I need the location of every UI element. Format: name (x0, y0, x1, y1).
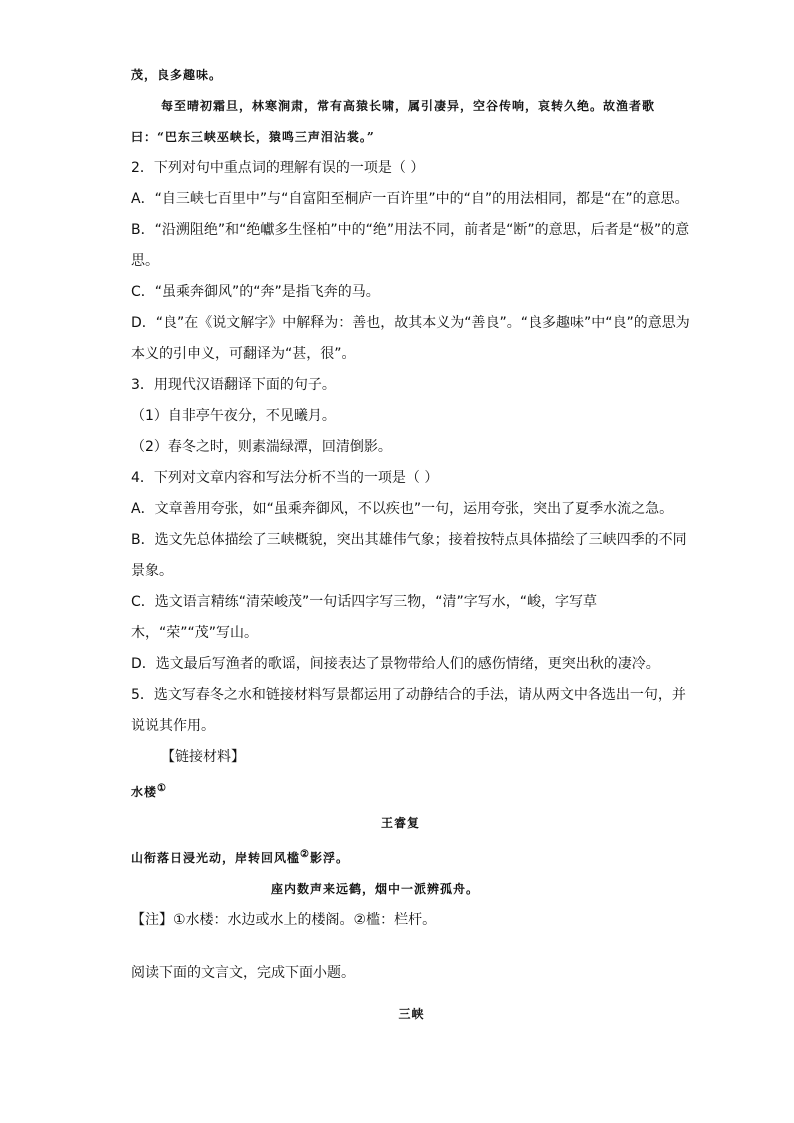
spacer (131, 989, 692, 999)
poem-author: 王睿复 (381, 816, 421, 830)
question-4-option-c: C．选文语言精练“清荣峻茂”一句话四字写三物，“清”字写水，“峻，字写草木，“荣”“茂”写山。 (131, 594, 598, 641)
question-4-option-d: D．选文最后写渔者的歌谣，间接表达了景物带给人们的感伤情绪，更突出秋的凄冷。 (131, 656, 660, 672)
question-2-stem: 2．下列对句中重点词的理解有误的一项是（ ） (131, 160, 425, 176)
poem-title-text: 水楼 (131, 785, 158, 799)
question-2-option-d: D．“良”在《说文解字》中解释为：善也，故其本义为“善良”。“良多趣味”中“良”的意思为本义的引申义，可翻译为“甚，很”。 (131, 315, 690, 362)
poem-line-1-part-a: 山衔落日浸光动，岸转回风槛 (131, 851, 301, 865)
poem-line-2: 座内数声来远鹤，烟中一派辨孤舟。 (271, 882, 480, 896)
poem-line-1-part-b: 影浮。 (309, 851, 349, 865)
question-3-sentence-1: （1）自非亭午夜分，不见曦月。 (131, 408, 336, 424)
link-material-heading: 【链接材料】 (161, 749, 245, 765)
next-passage-title: 三峡 (398, 1007, 425, 1021)
question-5-stem: 5．选文写春冬之水和链接材料写景都运用了动静结合的手法，请从两文中各选出一句，并说说其作用。 (131, 687, 686, 734)
question-2-option-b: B．“沿溯阻绝”和“绝巘多生怪柏”中的“绝”用法不同，前者是“断”的意思，后者是“极”的意思。 (131, 222, 690, 269)
reading-instruction: 阅读下面的文言文，完成下面小题。 (131, 965, 355, 981)
passage-paragraph: 每至晴初霜旦，林寒涧肃，常有高猿长啸，属引凄异，空谷传响，哀转久绝。故渔者歌曰：“巴东三峡巫峡长，猿鸣三声泪沾裳。” (131, 99, 656, 144)
poem-title (131, 773, 692, 808)
question-3-stem: 3．用现代汉语翻译下面的句子。 (131, 377, 336, 393)
poem-note: 【注】①水楼：水边或水上的楼阁。②槛：栏杆。 (131, 912, 437, 928)
question-3-sentence-2: （2）春冬之时，则素湍绿潭，回清倒影。 (131, 439, 392, 455)
question-4-stem: 4．下列对文章内容和写法分析不当的一项是（ ） (131, 470, 439, 486)
poem-title-footnote-mark: ① (157, 783, 167, 794)
question-4-option-a: A．文章善用夸张，如“虽乘奔御风，不以疾也”一句，运用夸张，突出了夏季水流之急。 (131, 501, 674, 517)
question-2-option-a: A．“自三峡七百里中”与“自富阳至桐庐一百许里”中的“自”的用法相同，都是“在”的意思。 (131, 191, 689, 207)
poem-line-1 (131, 839, 692, 874)
question-4-option-b: B．选文先总体描绘了三峡概貌，突出其雄伟气象；接着按特点具体描绘了三峡四季的不同景象。 (131, 532, 687, 579)
question-2-option-c: C．“虽乘奔御风”的“奔”是指飞奔的马。 (131, 284, 380, 300)
spacer (131, 936, 692, 958)
poem-line-1-footnote-mark: ② (300, 849, 310, 860)
passage-line: 茂，良多趣味。 (131, 68, 223, 82)
